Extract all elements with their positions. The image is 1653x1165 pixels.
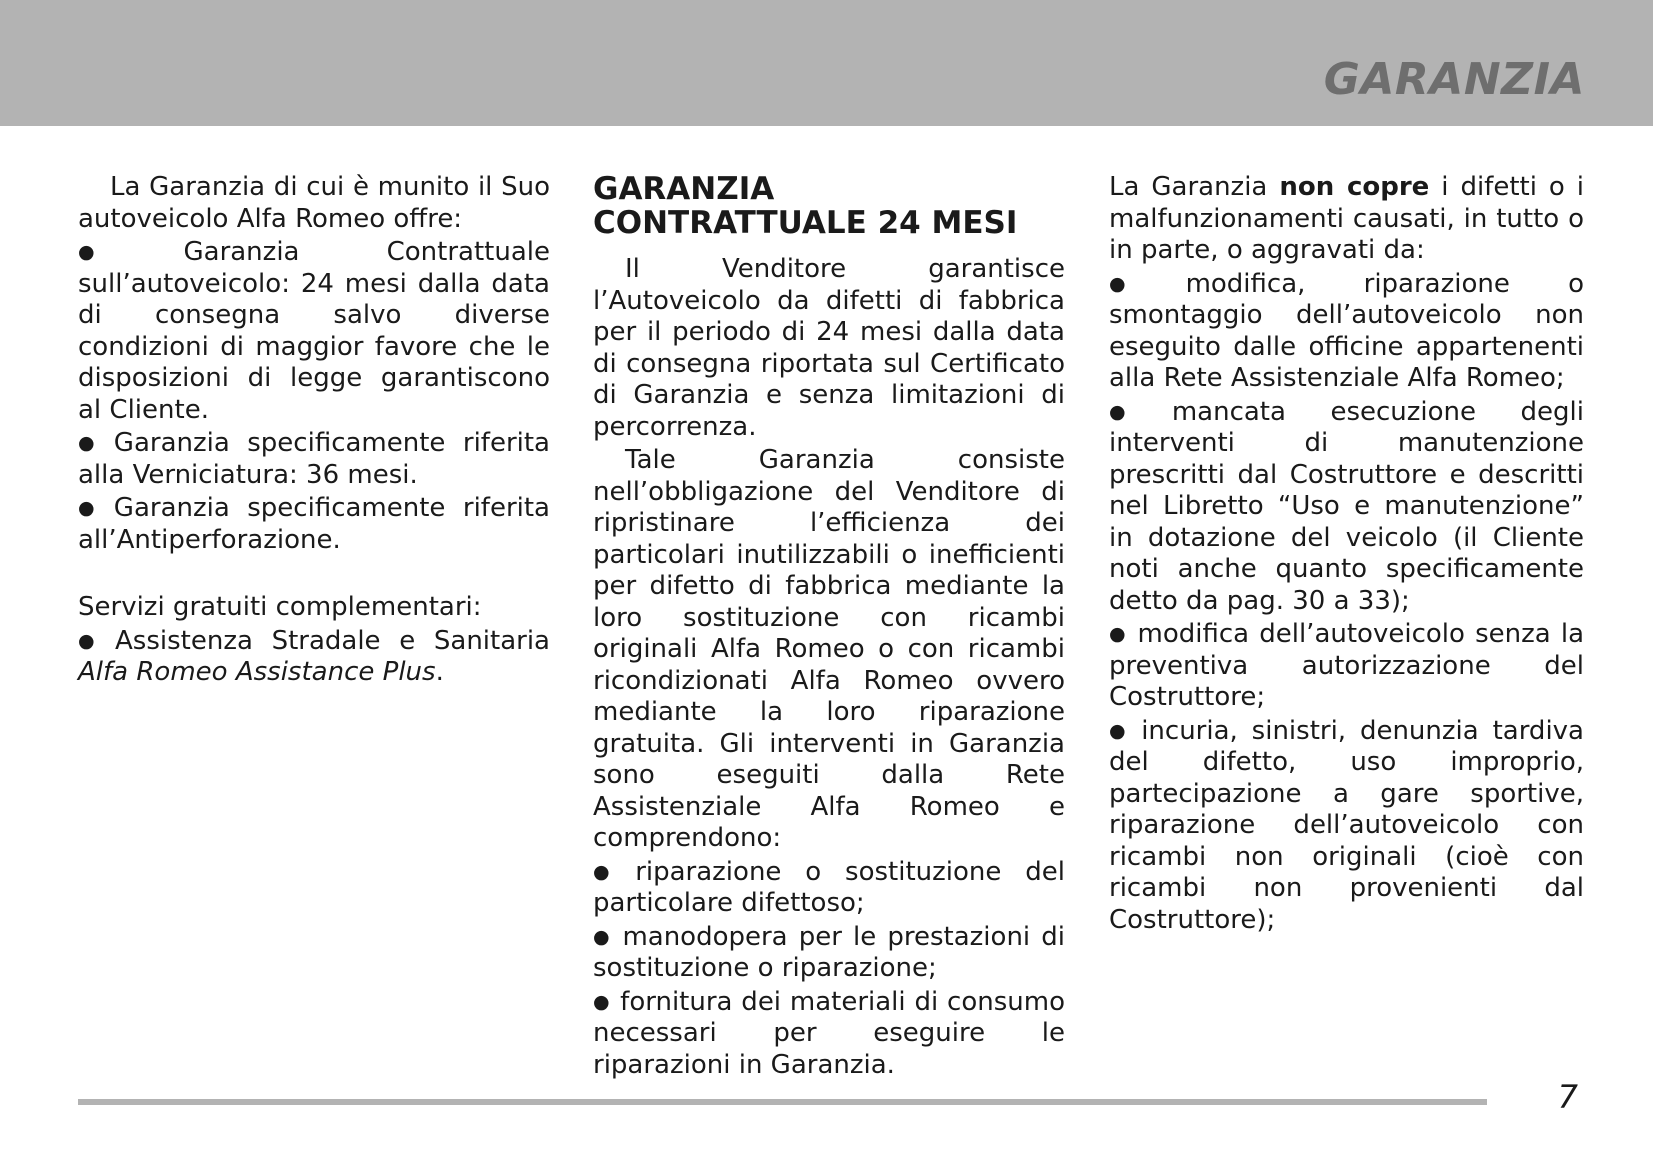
service-suffix: .: [435, 657, 444, 687]
exclusions-intro-suffix: i difetti o i malfunzionamenti causati, in tutto o in parte, o aggravati da:: [1109, 172, 1585, 265]
column-left: [78, 172, 550, 691]
list-item: ● incuria, sinistri, denunzia tardiva del difetto, uso improprio, partecipazione a gare sportive, riparazione dell’autoveicolo con ricambi non originali (cioè con ricambi non provenienti dal Costruttore);: [1109, 716, 1584, 937]
paragraph: Il Venditore garantisce l’Autoveicolo da difetti di fabbrica per il periodo di 24 mesi dalla data di consegna riportata sul Certificato di Garanzia e senza limitazioni di percorrenza.: [593, 254, 1065, 442]
paragraph: Tale Garanzia consiste nell’obbligazione del Venditore di ripristinare l’efficienza dei particolari inutilizzabili o inefficienti per difetto di fabbrica mediante la loro sostituzione con ricambi originali Alfa Romeo o con ricambi ricondizionati Alfa Romeo ovvero mediante la loro riparazione gratuita. Gli interventi in Garanzia sono eseguiti dalla Rete Assistenziale Alfa Romeo e comprendono:: [593, 445, 1065, 853]
services-heading: Servizi gratuiti complementari:: [78, 592, 482, 622]
list-item: ● fornitura dei materiali di consumo necessari per eseguire le riparazioni in Garanzia.: [593, 987, 1065, 1082]
footer-rule: [78, 1099, 1487, 1105]
list-item: ● modifica dell’autoveicolo senza la preventiva autorizzazione del Costruttore;: [1109, 619, 1584, 714]
intro-paragraph: La Garanzia di cui è munito il Suo autoveicolo Alfa Romeo offre:: [78, 172, 550, 234]
section-title: GARANZIA: [1323, 54, 1585, 105]
page-number: 7: [1557, 1078, 1578, 1116]
exclusions-emphasis: non copre: [1279, 172, 1430, 202]
warranty-heading-line2: CONTRATTUALE 24 MESI: [593, 205, 1018, 241]
exclusions-intro-prefix: La Garanzia: [1109, 172, 1280, 202]
service-text: Assistenza Stradale e Sanitaria: [115, 625, 550, 656]
list-item: ● riparazione o sostituzione del particolare difettoso;: [593, 857, 1065, 920]
list-item: ● Garanzia Contrattuale sull’autoveicolo: 24 mesi dalla data di consegna salvo diverse condizioni di maggior favore che le disposizioni di legge garantiscono al Cliente.: [78, 237, 550, 426]
list-item: ● Garanzia specificamente riferita alla Verniciatura: 36 mesi.: [78, 428, 550, 491]
warranty-heading: [593, 172, 1065, 240]
column-middle: [593, 172, 1065, 1083]
list-item: ● manodopera per le prestazioni di sostituzione o riparazione;: [593, 922, 1065, 985]
exclusions-intro: [1109, 172, 1584, 267]
list-item: ● mancata esecuzione degli interventi di manutenzione prescritti dal Costruttore e descritti nel Libretto “Uso e manutenzione” in dotazione del veicolo (il Cliente noti anche quanto specificamente detto da pag. 30 a 33);: [1109, 397, 1584, 618]
list-item: ● Garanzia specificamente riferita all’Antiperforazione.: [78, 493, 550, 556]
list-item: [78, 626, 550, 689]
service-name: Alfa Romeo Assistance Plus: [78, 657, 436, 687]
warranty-heading-line1: GARANZIA: [593, 171, 775, 207]
list-item: ● modifica, riparazione o smontaggio dell’autoveicolo non eseguito dalle officine appartenenti alla Rete Assistenziale Alfa Romeo;: [1109, 269, 1584, 395]
column-right: [1109, 172, 1584, 938]
